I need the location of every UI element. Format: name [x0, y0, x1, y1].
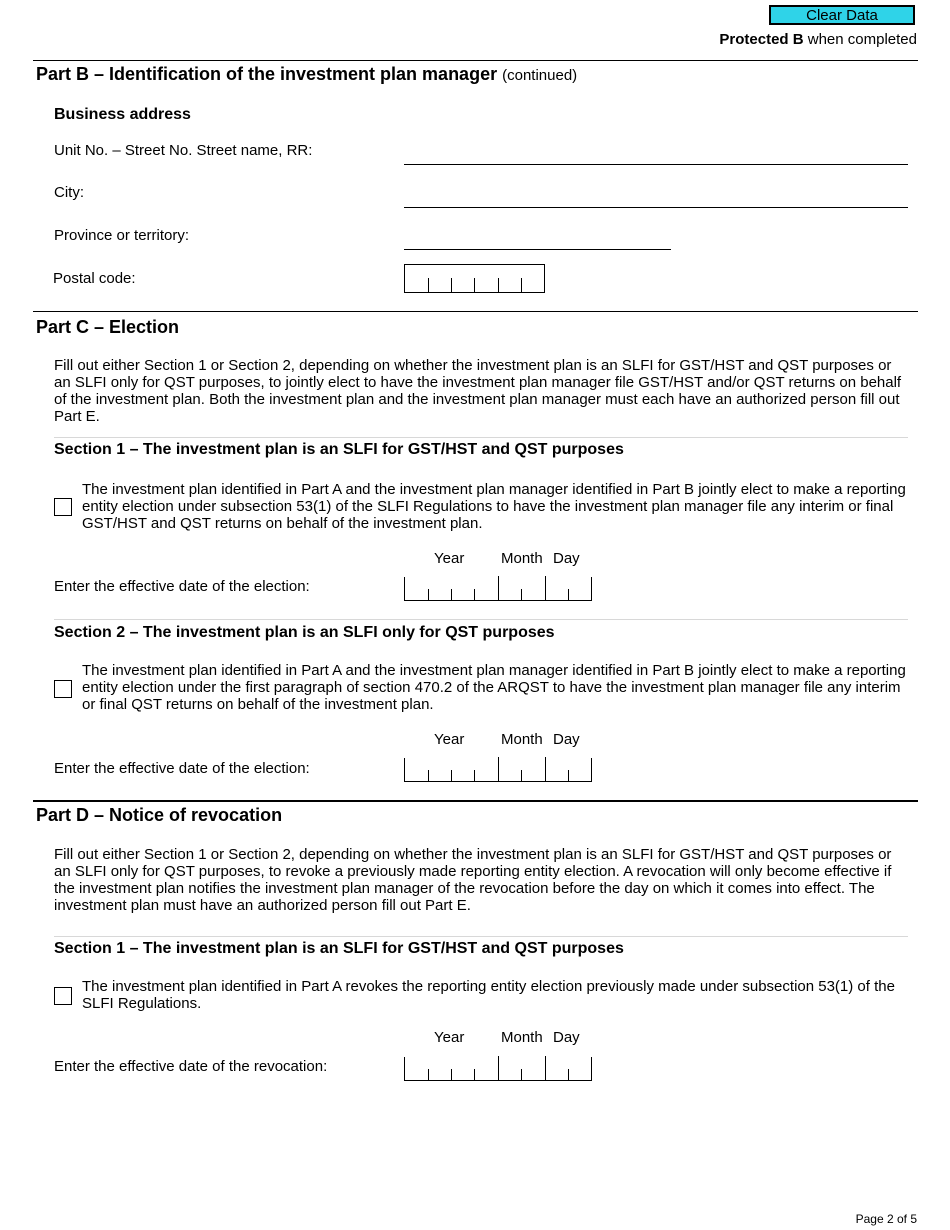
protected-bold: Protected B	[719, 31, 804, 48]
comb-divider	[498, 1056, 499, 1080]
comb-tick	[521, 1069, 522, 1080]
divider	[33, 800, 918, 802]
comb-tick	[451, 1069, 452, 1080]
postal-code-input[interactable]	[404, 264, 545, 293]
part-d-section1-date-label: Enter the effective date of the revocation:	[54, 1058, 328, 1075]
comb-tick	[568, 1069, 569, 1080]
divider	[54, 619, 908, 620]
part-b-title	[36, 64, 577, 85]
year-heading: Year	[434, 550, 465, 567]
part-c-section2-date-input[interactable]	[404, 758, 592, 782]
comb-tick	[428, 278, 429, 292]
protected-notice	[719, 31, 917, 48]
protected-rest: when completed	[803, 31, 917, 48]
divider	[54, 437, 908, 438]
city-label: City:	[54, 184, 84, 201]
comb-tick	[451, 278, 452, 292]
province-label: Province or territory:	[54, 227, 190, 244]
part-c-section2-text: The investment plan identified in Part A and the investment plan manager identified in Part B jointly elect to make a reporting entity election under the first paragraph of section 470.2 of the ARQST to have the investment plan manager file any interim or final QST returns on behalf of the investment plan.	[82, 662, 906, 713]
divider	[33, 311, 918, 312]
comb-tick	[568, 589, 569, 600]
province-input[interactable]	[404, 249, 671, 250]
comb-tick	[568, 770, 569, 781]
comb-tick	[521, 278, 522, 292]
divider	[54, 936, 908, 937]
part-d-section1-checkbox[interactable]	[54, 987, 72, 1005]
comb-tick	[428, 770, 429, 781]
part-d-section1-text: The investment plan identified in Part A revokes the reporting entity election previously made under subsection 53(1) of the SLFI Regulations.	[82, 978, 895, 1012]
part-b-title-text: Part B – Identification of the investment plan manager	[36, 64, 498, 84]
comb-divider	[498, 576, 499, 600]
part-c-section1-text: The investment plan identified in Part A and the investment plan manager identified in Part B jointly elect to make a reporting entity election under subsection 53(1) of the SLFI Regulations to have the investment plan manager file any interim or final GST/HST and QST returns on behalf of the investment plan.	[82, 481, 906, 532]
part-d-intro: Fill out either Section 1 or Section 2, depending on whether the investment plan is an SLFI for GST/HST and QST purposes or an SLFI only for QST purposes, to revoke a previously made reporting entity election. A revocation will only become effective if the investment plan notifies the investment plan manager of the revocation before the day on which it comes into effect. The investment plan must have an authorized person fill out Part E.	[54, 846, 892, 914]
part-d-title: Part D – Notice of revocation	[36, 805, 283, 825]
divider	[33, 60, 918, 61]
day-heading: Day	[553, 550, 580, 567]
year-heading: Year	[434, 731, 465, 748]
year-heading: Year	[434, 1029, 465, 1046]
part-c-title: Part C – Election	[36, 317, 180, 337]
comb-tick	[474, 278, 475, 292]
part-c-section1-date-input[interactable]	[404, 577, 592, 601]
comb-tick	[521, 770, 522, 781]
comb-divider	[545, 576, 546, 600]
month-heading: Month	[501, 550, 543, 567]
part-c-section2-title: Section 2 – The investment plan is an SLFI only for QST purposes	[54, 624, 555, 641]
part-d-section1-title: Section 1 – The investment plan is an SLFI for GST/HST and QST purposes	[54, 940, 624, 957]
page-number: Page 2 of 5	[855, 1212, 917, 1226]
street-label: Unit No. – Street No. Street name, RR:	[54, 142, 313, 159]
comb-divider	[498, 757, 499, 781]
part-c-intro: Fill out either Section 1 or Section 2, depending on whether the investment plan is an SLFI for GST/HST and QST purposes or an SLFI only for QST purposes, to jointly elect to have the investment plan manager file GST/HST and/or QST returns on behalf of the investment plan. Both the investment plan and the investment plan manager must each have an authorized person fill out Part E.	[54, 357, 902, 425]
postal-label: Postal code:	[53, 270, 136, 287]
day-heading: Day	[553, 731, 580, 748]
part-c-section1-title: Section 1 – The investment plan is an SLFI for GST/HST and QST purposes	[54, 441, 624, 458]
comb-tick	[521, 589, 522, 600]
part-c-section1-checkbox[interactable]	[54, 498, 72, 516]
comb-divider	[545, 757, 546, 781]
city-input[interactable]	[404, 207, 908, 208]
comb-tick	[451, 589, 452, 600]
month-heading: Month	[501, 1029, 543, 1046]
comb-tick	[451, 770, 452, 781]
comb-tick	[428, 589, 429, 600]
comb-tick	[428, 1069, 429, 1080]
part-c-section2-checkbox[interactable]	[54, 680, 72, 698]
day-heading: Day	[553, 1029, 580, 1046]
comb-tick	[474, 589, 475, 600]
comb-tick	[474, 1069, 475, 1080]
part-b-continued: (continued)	[502, 67, 578, 84]
part-d-section1-date-input[interactable]	[404, 1057, 592, 1081]
business-address-heading: Business address	[54, 106, 191, 123]
comb-divider	[545, 1056, 546, 1080]
month-heading: Month	[501, 731, 543, 748]
clear-data-button[interactable]: Clear Data	[769, 5, 915, 25]
comb-tick	[474, 770, 475, 781]
part-c-section2-date-label: Enter the effective date of the election:	[54, 760, 310, 777]
part-c-section1-date-label: Enter the effective date of the election:	[54, 578, 310, 595]
comb-tick	[498, 278, 499, 292]
street-input[interactable]	[404, 164, 908, 165]
